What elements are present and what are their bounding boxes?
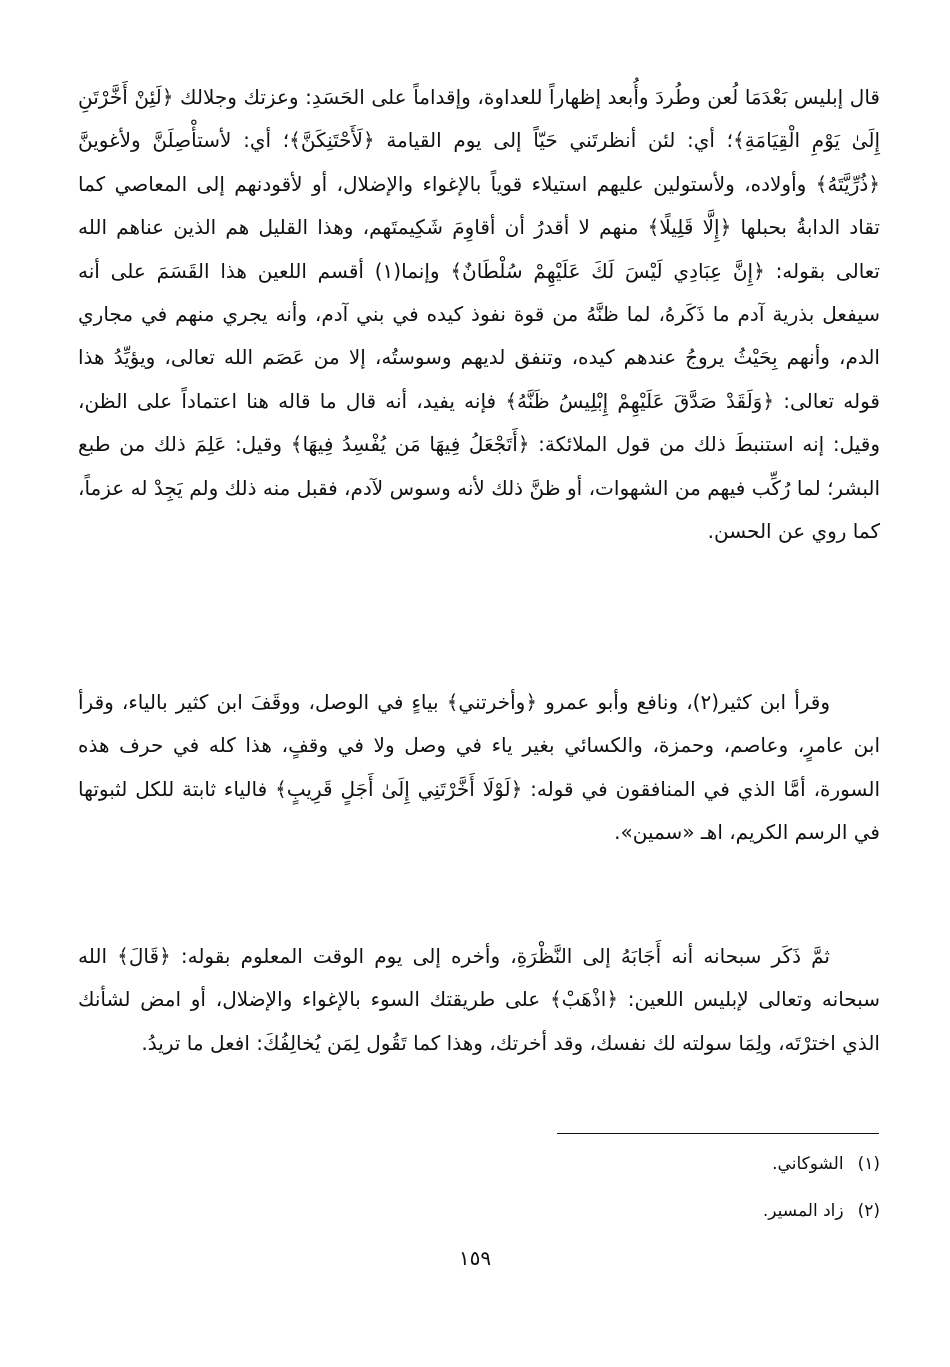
paragraph-1: قال إبليس بَعْدَمَا لُعن وطُردَ وأُبعد إظهاراً للعداوة، وإقداماً على الحَسَدِ: وعزتك وجلالك ﴿لَئِنْ أَخَّرْتَنِ إِلَىٰ يَوْمِ الْقِيَامَةِ﴾؛ أي: لئن أنظرتَني حَيّاً إلى يوم القيامة ﴿لَأَحْتَنِكَنَّ﴾؛ أي: لأستأْصِلَنَّ ولأغوينَّ ﴿ذُرِّيَّتَهُ﴾ وأولاده، ولأستولين عليهم استيلاء قوياً بالإغواء والإضلال، أو لأقودنهم إلى المعاصي كما تقاد الدابةُ بحبلها ﴿إِلَّا قَلِيلًا﴾ منهم لا أقدرُ أن أقاوِمَ شَكِيمتَهم، وهذا القليل هم الذين عناهم الله تعالى بقوله: ﴿إِنَّ عِبَادِي لَيْسَ لَكَ عَلَيْهِمْ سُلْطَانٌ﴾ وإنما(١) أقسم اللعين هذا القَسَمَ على أنه سيفعل بذرية آدم ما ذَكَرهُ، لما ظنَّهُ من قوة نفوذ كيده في بني آدم، وأنه يجري منهم في مجاري الدم، وأنهم بِحَيْثُ يروجُ عندهم كيده، وتنفق لديهم وسوستُه، إلا من عَصَم الله تعالى، ويؤيِّدُ هذا قوله تعالى: ﴿وَلَقَدْ صَدَّقَ عَلَيْهِمْ إِبْلِيسُ ظَنَّهُ﴾ فإنه يفيد، أنه قال ما قاله هنا اعتماداً على الظن، وقيل: إنه استنبطَ ذلك من قول الملائكة: ﴿أَتَجْعَلُ فِيهَا مَن يُفْسِدُ فِيهَا﴾ وقيل: عَلِمَ ذلك من طبع البشر؛ لما رُكِّب فيهم من الشهوات، أو ظنَّ ذلك لأنه وسوس لآدم، فقبل منه ذلك ولم يَجِدْ له عزماً، كما روي عن الحسن. [78, 85, 880, 544]
footnote-2 [763, 1199, 880, 1223]
footnote-2-text: زاد المسير. [762, 1201, 844, 1221]
page-number: ١٥٩ [458, 1246, 492, 1270]
paragraph-3-text: ثمَّ ذَكَر سبحانه أنه أَجَابَهُ إلى النَّظْرَةِ، وأخره إلى يوم الوقت المعلوم بقوله: ﴿قَالَ﴾ الله سبحانه وتعالى لإبليس اللعين: ﴿اذْهَبْ﴾ على طريقتك السوء بالإغواء والإضلال، أو امض لشأنك الذي اخترْتَه، ولِمَا سولته لك نفسك، وقد أخرتك، وهذا كما تَقُول لِمَن يُخالِفُكَ: افعل ما تريدُ. [78, 944, 880, 1055]
footnote-separator [557, 1133, 879, 1134]
paragraph-3 [78, 935, 880, 1065]
footnote-1-number: (١) [857, 1154, 880, 1174]
footnote-1 [772, 1152, 880, 1176]
paragraph-2-text: وقرأ ابن كثير(٢)، ونافع وأبو عمرو ﴿وأخرتني﴾ بياءٍ في الوصل، ووقَفَ ابن كثير بالياء، وقرأ ابن عامرٍ، وعاصم، وحمزة، والكسائي بغير ياء في وصل ولا في وقفٍ، هذا كله في حرف هذه السورة، أمَّا الذي في المنافقون في قوله: ﴿لَوْلَا أَخَّرْتَنِي إِلَىٰ أَجَلٍ قَرِيبٍ﴾ فالياء ثابتة للكل لثبوتها في الرسم الكريم، اهـ «سمين». [78, 690, 880, 845]
footnote-2-number: (٢) [857, 1201, 880, 1221]
footnote-1-text: الشوكاني. [772, 1154, 844, 1174]
paragraph-2 [78, 681, 880, 855]
